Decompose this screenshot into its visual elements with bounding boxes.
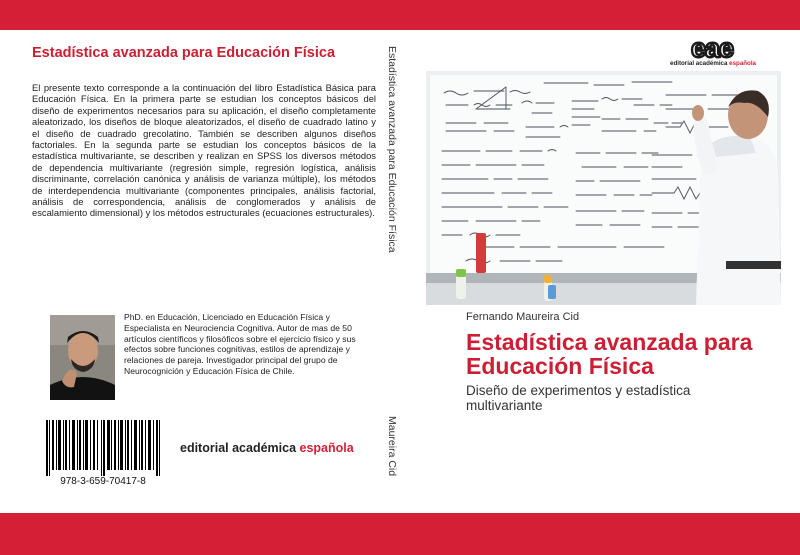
top-band	[0, 0, 800, 30]
back-cover-title: Estadística avanzada para Educación Física	[32, 45, 336, 61]
front-subtitle: Diseño de experimentos y estadística multivariante	[466, 383, 691, 413]
whiteboard-photo	[426, 71, 781, 305]
back-cover-description: El presente texto corresponde a la continuación del libro Estadística Básica para Educación Física. En la primera parte se estudian los conceptos básicos del diseño de experimentos necesarios para su aplicación, el diseño completamente aleatorizado, los diseños de bloque aleatorizados, el diseño de cuadrado latino y el diseño de cuadrado grecolatino. También se describen algunos diseños factoriales. En la segunda parte se estudian los conceptos básicos de la estadística multivariante, se describen y realizan en SPSS los diversos métodos de dependencia multivariante (regresión simple, regresión logística, análisis discriminante, correlación canónica y análisis de varianza múltiple), los métodos de interdependencia multivariante (componentes principales, análisis factorial, análisis de correspondencia, análisis de conglomerados y análisis de escalamiento dimensional) y los métodos estructurales (ecuaciones estructurales).	[32, 82, 376, 219]
author-bio: PhD. en Educación, Licenciado en Educación Física y Especialista en Neurociencia Cognitiva. Autor de mas de 50 artículos científicos y filosóficos sobre el ejercicio físico y sus efectos sobre funciones cognitivas, estilos de aprendizaje y relaciones de pareja. Investigador principal del grupo de Neurocognición y Educación Física de Chile.	[124, 312, 356, 376]
barcode	[40, 418, 166, 490]
back-publisher-name	[180, 441, 354, 455]
bottom-band	[0, 513, 800, 555]
logo-publisher-main: editorial académica	[670, 60, 728, 67]
logo-publisher-text	[658, 60, 768, 67]
front-author: Fernando Maureira Cid	[466, 311, 580, 323]
barcode-bars	[46, 420, 160, 476]
publisher-logo-icon	[668, 36, 756, 60]
publisher-name-accent: española	[299, 441, 354, 455]
spine-title: Estadística avanzada para Educación Física	[386, 46, 398, 253]
front-title: Estadística avanzada para Educación Física	[466, 329, 753, 379]
publisher-name-main: editorial académica	[180, 441, 297, 455]
spine-author: Maureira Cid	[386, 416, 398, 477]
author-portrait-image	[50, 315, 115, 400]
logo-publisher-accent: española	[729, 60, 756, 67]
logo-letters: eae	[690, 36, 734, 60]
isbn-number: 978-3-659-70417-8	[60, 476, 146, 487]
